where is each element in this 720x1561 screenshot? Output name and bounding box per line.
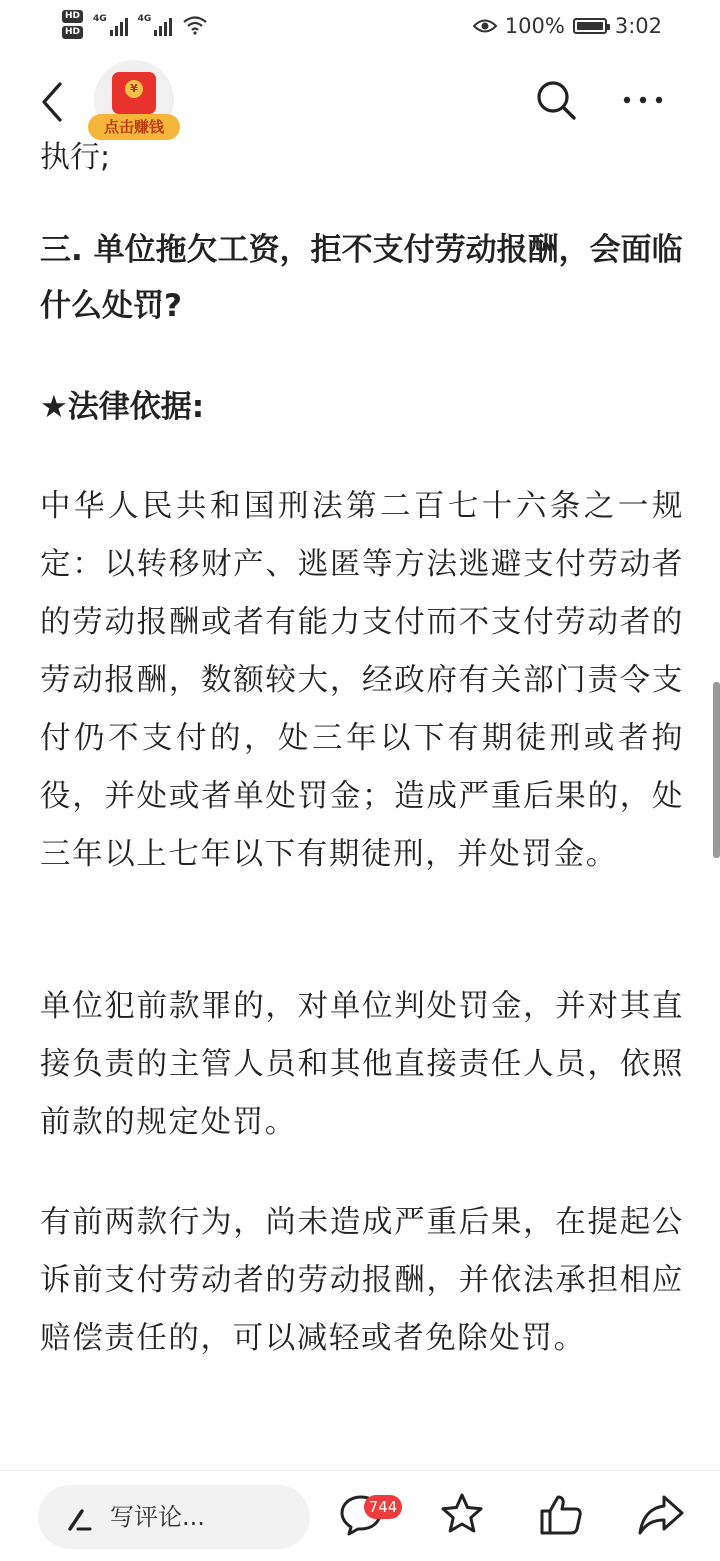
article-subheading: ★法律依据: xyxy=(40,389,205,425)
hd-badge-1: HD xyxy=(62,10,83,23)
pen-icon xyxy=(64,1503,94,1533)
clipped-text-line: 执行; xyxy=(40,140,111,174)
signal-icon-1: 4G xyxy=(93,14,128,36)
star-icon[interactable] xyxy=(437,1489,487,1539)
earn-money-label: 点击赚钱 xyxy=(88,114,180,140)
article-heading: 三. 单位拖欠工资，拒不支付劳动报酬，会面临什么处罚? xyxy=(40,232,683,324)
battery-percent: 100% xyxy=(504,14,565,38)
scrollbar[interactable] xyxy=(713,682,720,858)
hd-badge-2: HD xyxy=(62,26,83,39)
article-paragraph-2: 单位犯前款罪的，对单位判处罚金，并对其直接负责的主管人员和其他直接责任人员，依照前款的规定处罚。 xyxy=(40,989,684,1140)
wifi-icon xyxy=(182,15,208,35)
status-bar xyxy=(0,0,720,58)
signal-area xyxy=(62,10,208,39)
comment-input[interactable] xyxy=(38,1485,310,1549)
eye-comfort-icon xyxy=(473,18,497,34)
back-icon[interactable] xyxy=(34,78,74,126)
clock: 3:02 xyxy=(614,14,662,38)
thumbs-up-icon[interactable] xyxy=(536,1489,586,1539)
more-icon[interactable] xyxy=(620,86,666,114)
battery-icon xyxy=(573,18,607,34)
share-icon[interactable] xyxy=(636,1489,686,1539)
search-icon[interactable] xyxy=(534,78,578,122)
comment-placeholder: 写评论... xyxy=(110,1503,205,1531)
comment-count-badge: 744 xyxy=(364,1495,402,1519)
red-envelope-icon: ¥ xyxy=(112,72,156,114)
article-paragraph-3: 有前两款行为，尚未造成严重后果，在提起公诉前支付劳动者的劳动报酬，并依法承担相应赔偿责任的，可以减轻或者免除处罚。 xyxy=(40,1205,684,1356)
signal-icon-2: 4G xyxy=(138,14,173,36)
bottom-action-bar xyxy=(0,1470,720,1561)
article-paragraph-1: 中华人民共和国刑法第二百七十六条之一规定：以转移财产、逃匿等方法逃避支付劳动者的劳动报酬或者有能力支付而不支付劳动者的劳动报酬，数额较大，经政府有关部门责令支付仍不支付的，处三年以下有期徒刑或者拘役，并处或者单处罚金；造成严重后果的，处三年以上七年以下有期徒刑，并处罚金。 xyxy=(40,489,684,872)
